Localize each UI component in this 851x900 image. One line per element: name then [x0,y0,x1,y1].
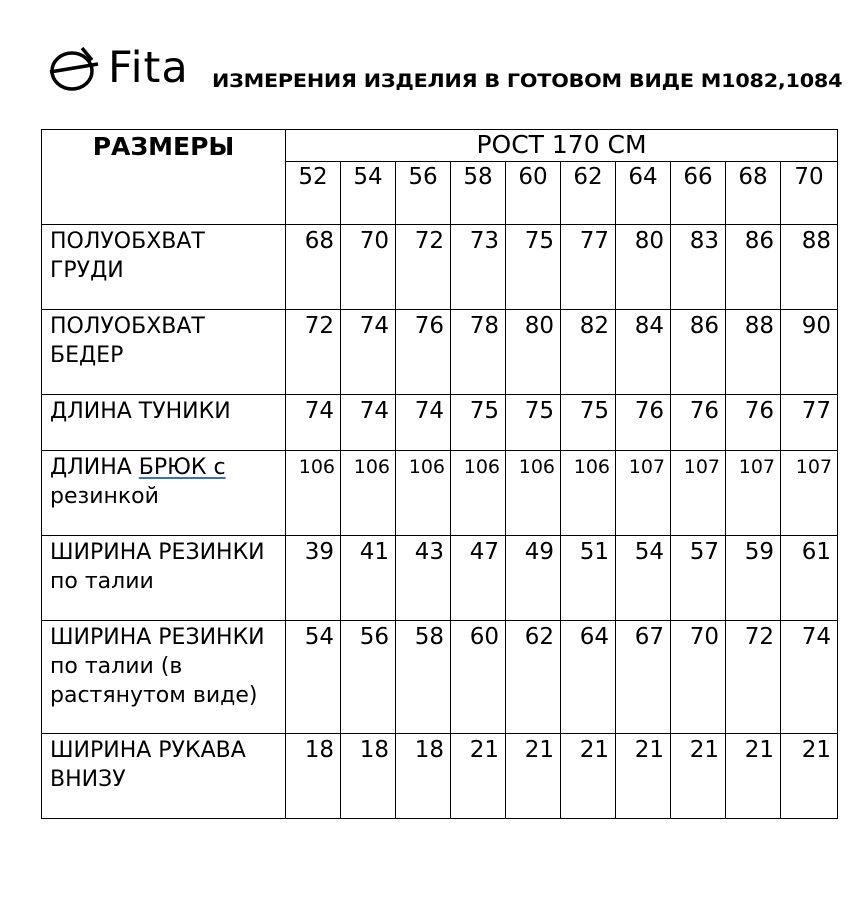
table-row [42,310,838,395]
table-cell: 90 [781,310,838,395]
table-cell: 77 [781,395,838,451]
size-chart-table [41,129,838,819]
size-header-58: 58 [451,162,506,225]
table-cell: 54 [286,621,341,734]
row-label-underlined: БРЮК с [138,455,226,480]
table-cell: 75 [506,225,561,310]
table-cell: 58 [396,621,451,734]
height-header-cell: РОСТ 170 СМ [286,130,838,162]
sizes-header-cell: РАЗМЕРЫ [42,130,286,225]
size-header-60: 60 [506,162,561,225]
table-cell: 76 [726,395,781,451]
table-cell: 74 [341,395,396,451]
table-cell: 59 [726,536,781,621]
table-cell: 75 [561,395,616,451]
table-cell: 77 [561,225,616,310]
table-cell: 80 [506,310,561,395]
table-cell: 107 [616,451,671,536]
table-cell: 106 [451,451,506,536]
row-label: ПОЛУОБХВАТ ГРУДИ [42,225,286,310]
page-header [0,0,851,120]
table-cell: 106 [561,451,616,536]
table-cell: 86 [726,225,781,310]
size-header-62: 62 [561,162,616,225]
table-cell: 54 [616,536,671,621]
table-cell: 61 [781,536,838,621]
table-cell: 21 [616,734,671,819]
row-label: ШИРИНА РУКАВА ВНИЗУ [42,734,286,819]
table-cell: 73 [451,225,506,310]
table-cell: 83 [671,225,726,310]
table-cell: 60 [451,621,506,734]
row-label-part: ДЛИНА [50,455,139,480]
table-cell: 82 [561,310,616,395]
table-cell: 21 [506,734,561,819]
table-cell: 21 [671,734,726,819]
table-cell: 106 [396,451,451,536]
table-cell: 88 [726,310,781,395]
table-cell: 74 [781,621,838,734]
row-label [42,451,286,536]
table-cell: 107 [781,451,838,536]
size-header-68: 68 [726,162,781,225]
table-row [42,536,838,621]
table-cell: 51 [561,536,616,621]
table-cell: 88 [781,225,838,310]
table-cell: 62 [506,621,561,734]
table-cell: 107 [726,451,781,536]
size-header-52: 52 [286,162,341,225]
table-cell: 18 [396,734,451,819]
table-row [42,451,838,536]
table-cell: 72 [396,225,451,310]
table-cell: 74 [286,395,341,451]
table-cell: 72 [286,310,341,395]
table-cell: 39 [286,536,341,621]
table-cell: 76 [396,310,451,395]
table-cell: 21 [451,734,506,819]
row-label-part: резинкой [50,484,159,509]
page-title: ИЗМЕРЕНИЯ ИЗДЕЛИЯ В ГОТОВОМ ВИДЕ М1082,1084 [212,70,843,92]
table-cell: 76 [671,395,726,451]
brand-name: Fita [108,43,189,93]
table-row [42,225,838,310]
table-cell: 21 [561,734,616,819]
table-cell: 47 [451,536,506,621]
table-cell: 56 [341,621,396,734]
table-cell: 70 [671,621,726,734]
size-header-56: 56 [396,162,451,225]
table-cell: 106 [506,451,561,536]
row-label: ДЛИНА ТУНИКИ [42,395,286,451]
table-cell: 68 [286,225,341,310]
table-cell: 86 [671,310,726,395]
table-cell: 75 [451,395,506,451]
table-cell: 18 [341,734,396,819]
row-label: ШИРИНА РЕЗИНКИ по талии (в растянутом виде) [42,621,286,734]
table-cell: 78 [451,310,506,395]
size-header-70: 70 [781,162,838,225]
table-row [42,621,838,734]
table-cell: 74 [396,395,451,451]
table-cell: 70 [341,225,396,310]
row-label: ШИРИНА РЕЗИНКИ по талии [42,536,286,621]
size-header-54: 54 [341,162,396,225]
table-cell: 21 [781,734,838,819]
row-label: ПОЛУОБХВАТ БЕДЕР [42,310,286,395]
brand-logo [48,44,188,96]
table-cell: 49 [506,536,561,621]
table-cell: 76 [616,395,671,451]
table-row [42,734,838,819]
fita-logo-icon [48,44,104,96]
table-cell: 72 [726,621,781,734]
table-cell: 74 [341,310,396,395]
table-cell: 67 [616,621,671,734]
table-row [42,395,838,451]
table-cell: 41 [341,536,396,621]
table-cell: 106 [286,451,341,536]
table-cell: 84 [616,310,671,395]
table-cell: 43 [396,536,451,621]
table-cell: 80 [616,225,671,310]
table-cell: 75 [506,395,561,451]
table-cell: 57 [671,536,726,621]
table-cell: 64 [561,621,616,734]
table-cell: 107 [671,451,726,536]
table-cell: 21 [726,734,781,819]
table-cell: 18 [286,734,341,819]
table-cell: 106 [341,451,396,536]
size-header-64: 64 [616,162,671,225]
size-header-66: 66 [671,162,726,225]
